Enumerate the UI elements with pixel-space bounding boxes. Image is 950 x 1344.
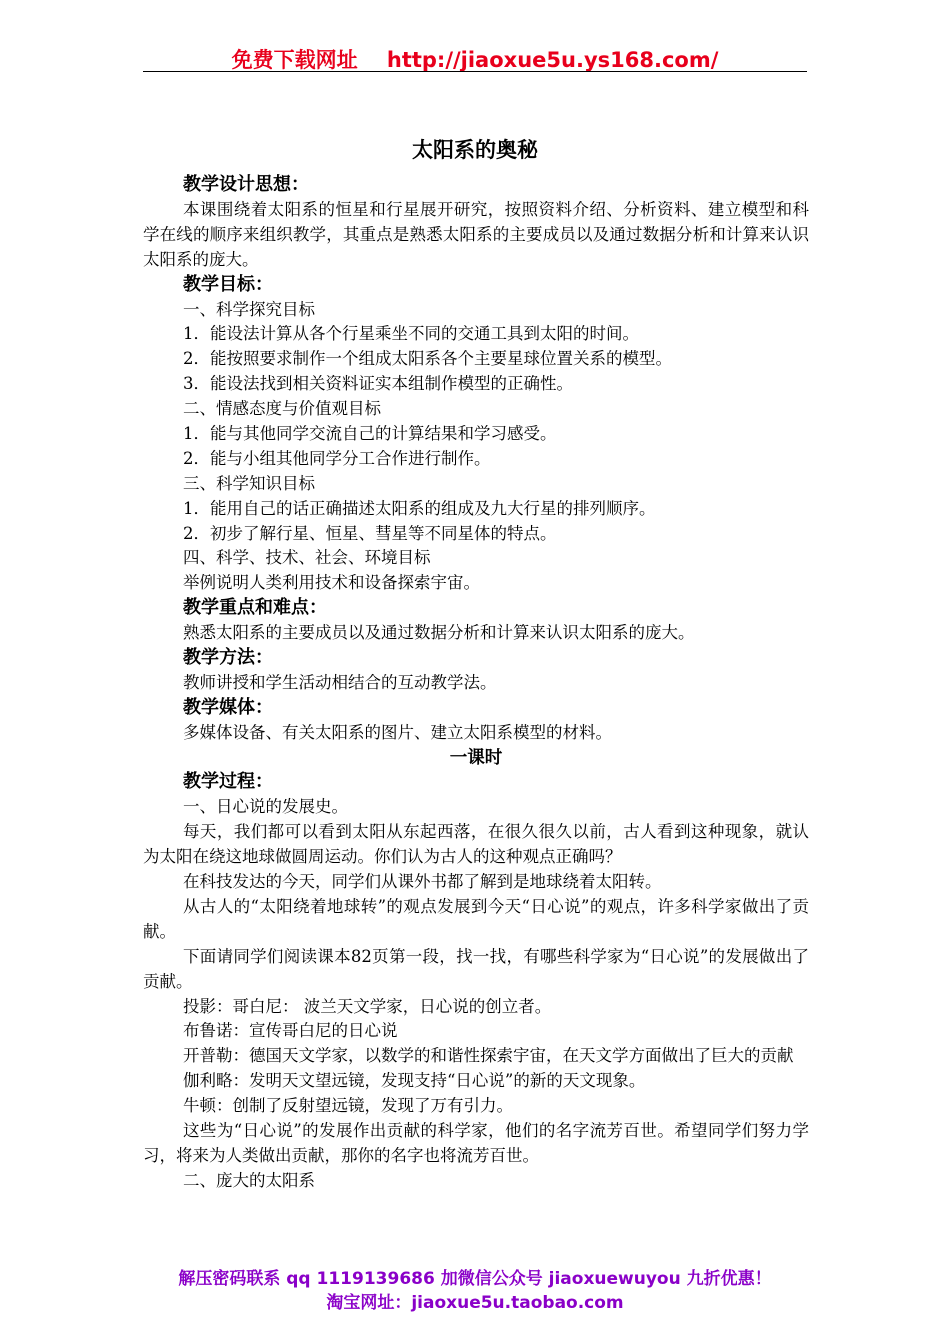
goal-item: 四、科学、技术、社会、环境目标 (183, 548, 431, 568)
goal-item: 1．能与其他同学交流自己的计算结果和学习感受。 (183, 423, 557, 443)
process-item: 在科技发达的今天，同学们从课外书都了解到是地球绕着太阳转。 (183, 872, 662, 892)
process-item: 投影：哥白尼： 波兰天文学家，日心说的创立者。 (183, 996, 552, 1016)
method-text: 教师讲授和学生活动相结合的互动教学法。 (183, 672, 497, 692)
header-url: 免费下载网址 http://jiaoxue5u.ys168.com/ (231, 48, 719, 72)
media-text: 多媒体设备、有关太阳系的图片、建立太阳系模型的材料。 (183, 722, 612, 742)
process-paragraph: 这些为“日心说”的发展作出贡献的科学家，他们的名字流芳百世。希望同学们努力学习，将来为人类做出贡献，那你的名字也将流芳百世。 (143, 1121, 809, 1165)
section-heading-method: 教学方法： (183, 646, 273, 668)
footer-taobao: 淘宝网址：jiaoxue5u.taobao.com (326, 1293, 624, 1313)
goal-item: 举例说明人类利用技术和设备探索宇宙。 (183, 573, 480, 593)
goal-item: 1．能用自己的话正确描述太阳系的组成及九大行星的排列顺序。 (183, 498, 656, 518)
design-paragraph: 本课围绕着太阳系的恒星和行星展开研究，按照资料介绍、分析资料、建立模型和科学在线的顺序来组织教学，其重点是熟悉太阳系的主要成员以及通过数据分析和计算来认识太阳系的庞大。 (143, 199, 809, 269)
key-text: 熟悉太阳系的主要成员以及通过数据分析和计算来认识太阳系的庞大。 (183, 623, 695, 643)
period-heading: 一课时 (449, 747, 503, 768)
process-paragraph: 每天，我们都可以看到太阳从东起西落，在很久很久以前，古人看到这种现象，就认为太阳在绕这地球做圆周运动。你们认为古人的这种观点正确吗？ (143, 822, 809, 867)
goal-item: 3．能设法找到相关资料证实本组制作模型的正确性。 (183, 374, 573, 394)
section-heading-process: 教学过程： (183, 771, 273, 793)
footer-contact: 解压密码联系 qq 1119139686 加微信公众号 jiaoxuewuyou 九折优惠！ (178, 1269, 772, 1289)
section-heading-key: 教学重点和难点： (183, 597, 327, 619)
document-title: 太阳系的奥秘 (412, 138, 538, 162)
section-heading-media: 教学媒体： (183, 696, 273, 718)
header-divider (143, 71, 807, 72)
goal-item: 2．初步了解行星、恒星、彗星等不同星体的特点。 (183, 523, 557, 543)
process-item: 二、庞大的太阳系 (183, 1170, 315, 1190)
process-paragraph: 从古人的“太阳绕着地球转”的观点发展到今天“日心说”的观点，许多科学家做出了贡献。 (143, 896, 809, 941)
goal-item: 二、情感态度与价值观目标 (183, 399, 381, 419)
section-heading-design: 教学设计思想： (183, 174, 309, 195)
goal-item: 1．能设法计算从各个行星乘坐不同的交通工具到太阳的时间。 (183, 324, 639, 344)
process-item: 布鲁诺：宣传哥白尼的日心说 (183, 1021, 398, 1041)
goal-item: 一、科学探究目标 (183, 299, 315, 319)
process-paragraph: 开普勒：德国天文学家，以数学的和谐性探索宇宙，在天文学方面做出了巨大的贡献 (183, 1046, 794, 1066)
process-item: 牛顿：创制了反射望远镜，发现了万有引力。 (183, 1096, 513, 1116)
section-heading-goals: 教学目标： (183, 273, 273, 295)
goal-item: 2．能与小组其他同学分工合作进行制作。 (183, 448, 491, 468)
goal-item: 三、科学知识目标 (183, 473, 315, 493)
process-item: 一、日心说的发展史。 (183, 797, 348, 817)
process-item: 伽利略：发明天文望远镜，发现支持“日心说”的新的天文现象。 (183, 1071, 646, 1091)
process-paragraph: 下面请同学们阅读课本82页第一段，找一找，有哪些科学家为“日心说”的发展做出了贡献。 (143, 946, 809, 991)
document-body (143, 173, 809, 1194)
goal-item: 2．能按照要求制作一个组成太阳系各个主要星球位置关系的模型。 (183, 349, 672, 369)
